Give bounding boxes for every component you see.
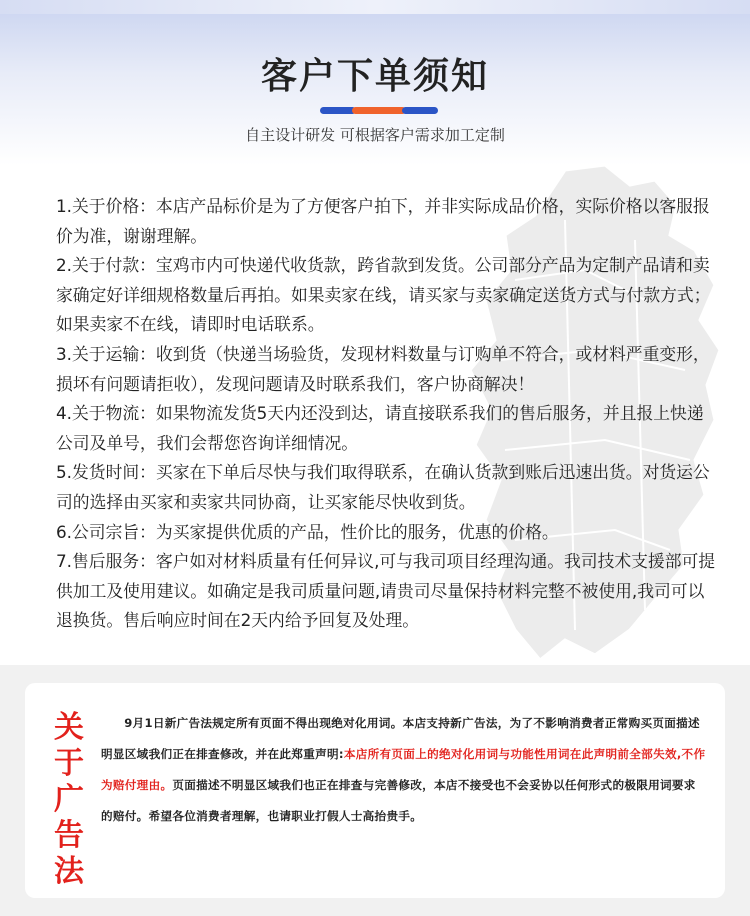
header-banner (0, 0, 750, 165)
title-underline-left (320, 107, 356, 114)
title-underline-right (402, 107, 438, 114)
notice-item-purpose: 6.公司宗旨：为买家提供优质的产品，性价比的服务，优惠的价格。 (56, 521, 559, 542)
page-title: 客户下单须知 (260, 56, 489, 97)
order-notice-list (56, 192, 716, 636)
notice-item-after-sales: 7.售后服务：客户如对材料质量有任何异议,可与我司项目经理沟通。我司技术支援部可提供加工及使用建议。如确定是我司质量问题,请贵司尽量保持材料完整不被使用,我司可以退换货。售后响应时间在2天内给予回复及处理。 (56, 551, 716, 631)
notice-item-logistics: 4.关于物流：如果物流发货5天内还没到达，请直接联系我们的售后服务，并且报上快递公司及单号，我们会帮您咨询详细情况。 (56, 403, 704, 453)
ad-law-title: 关于广告法 (54, 710, 84, 889)
ad-law-text (101, 708, 707, 832)
page-subtitle: 自主设计研发 可根据客户需求加工定制 (245, 126, 505, 144)
notice-item-payment: 2.关于付款：宝鸡市内可快递代收货款，跨省款到发货。公司部分产品为定制产品请和卖家确定好详细规格数量后再拍。如果卖家在线，请买家与卖家确定送货方式与付款方式；如果卖家不在线，请即时电话联系。 (56, 255, 711, 335)
notice-item-delivery-time: 5.发货时间：买家在下单后尽快与我们取得联系，在确认货款到账后迅速出货。对货运公司的选择由买家和卖家共同协商，让买家能尽快收到货。 (56, 462, 710, 512)
notice-item-shipping: 3.关于运输：收到货（快递当场验货，发现材料数量与订购单不符合，或材料严重变形，损坏有问题请拒收），发现问题请及时联系我们，客户协商解决！ (56, 343, 710, 394)
notice-item-price: 1.关于价格：本店产品标价是为了方便客户拍下，并非实际成品价格，实际价格以客服报价为准，谢谢理解。 (56, 196, 710, 246)
ad-law-text-highlight: 本店所有页面上的绝对化用词与功能性用词在此声明前全部失效,不作为赔付理由。 (101, 747, 706, 792)
ad-law-text-intro: 9月1日新广告法规定所有页面不得出现绝对化用词。本店支持新广告法，为了不影响消费者正常购买页面描述明显区域我们正在排查修改，并在此郑重声明: (101, 716, 700, 761)
ad-law-text-outro: 页面描述不明显区域我们也正在排查与完善修改，本店不接受也不会妥协以任何形式的极限用词要求的赔付。希望各位消费者理解，也请职业打假人士高抬贵手。 (101, 778, 696, 823)
title-underline-accent (352, 107, 406, 114)
